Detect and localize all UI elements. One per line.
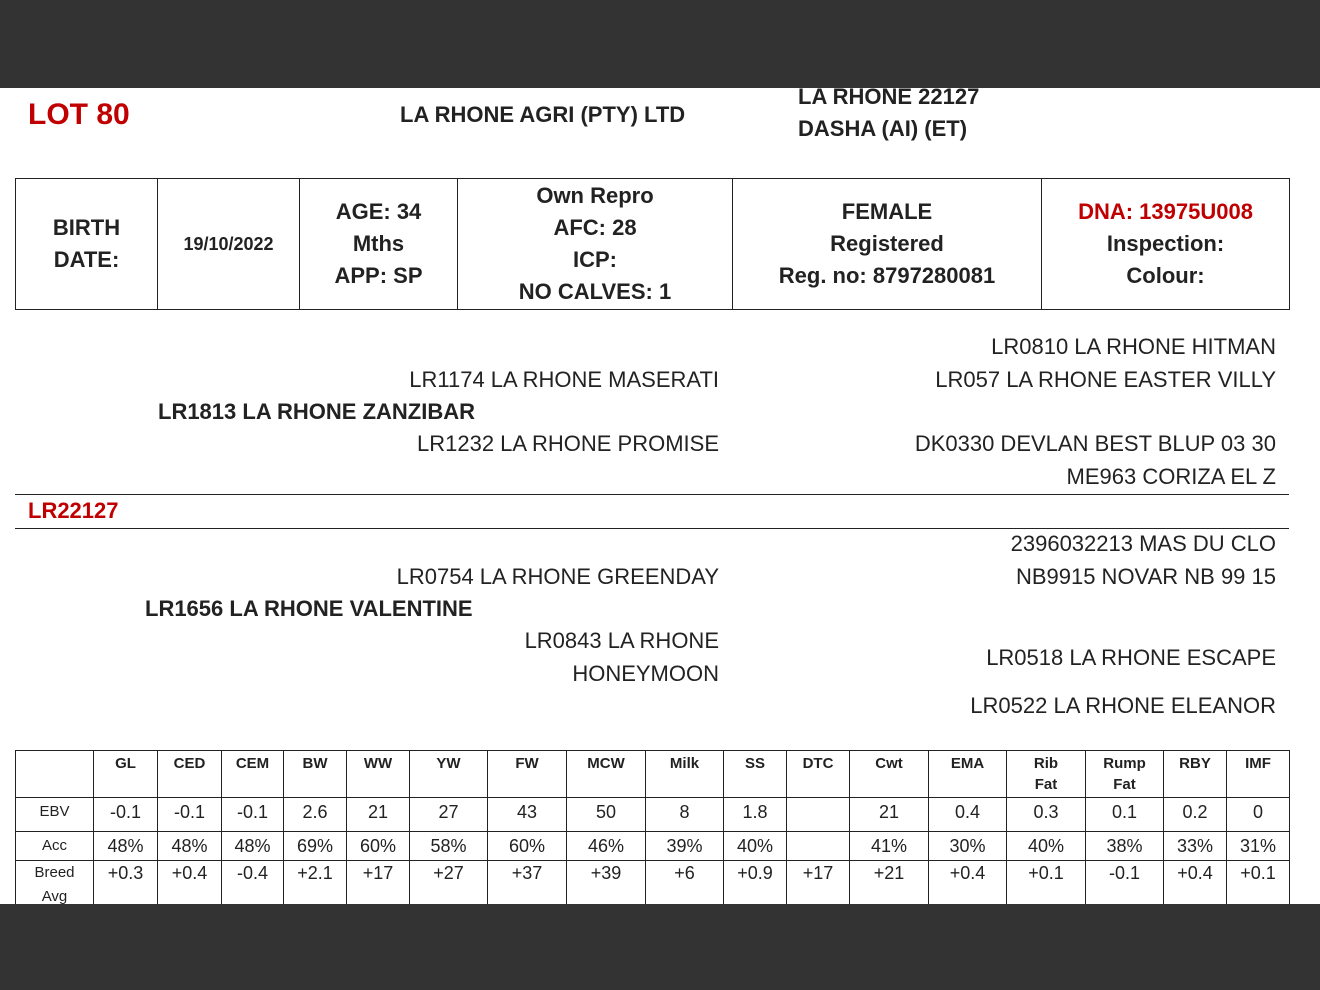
ebv-cell: +0.4 xyxy=(158,861,222,905)
ebv-cell: 30% xyxy=(929,832,1007,861)
ebv-column-header: YW xyxy=(410,751,488,798)
ebv-column-header: Rump Fat xyxy=(1086,751,1164,798)
ebv-cell: 46% xyxy=(567,832,646,861)
pedigree-dam-dam-sire: LR0518 LA RHONE ESCAPE xyxy=(986,645,1276,670)
ebv-cell: 50 xyxy=(567,798,646,832)
ebv-cell: +39 xyxy=(567,861,646,905)
ebv-column-header: WW xyxy=(347,751,410,798)
ebv-cell xyxy=(787,832,850,861)
ebv-cell: 2.6 xyxy=(284,798,347,832)
ebv-corner-cell xyxy=(16,751,94,798)
ebv-column-header: RBY xyxy=(1164,751,1227,798)
ebv-cell: -0.4 xyxy=(222,861,284,905)
ebv-cell: +37 xyxy=(488,861,567,905)
ebv-cell: -0.1 xyxy=(94,798,158,832)
pedigree-sire-sire-dam: LR057 LA RHONE EASTER VILLY xyxy=(935,367,1276,392)
ebv-cell: 27 xyxy=(410,798,488,832)
ebv-column-header: GL xyxy=(94,751,158,798)
animal-info-table xyxy=(15,178,1290,310)
ebv-cell: 0.2 xyxy=(1164,798,1227,832)
ebv-cell: 38% xyxy=(1086,832,1164,861)
breeder-name: LA RHONE AGRI (PTY) LTD xyxy=(400,102,686,127)
ebv-cell: 0.4 xyxy=(929,798,1007,832)
ebv-row-label: EBV xyxy=(16,798,94,832)
ebv-cell: 48% xyxy=(222,832,284,861)
ebv-column-header: BW xyxy=(284,751,347,798)
ebv-cell: 43 xyxy=(488,798,567,832)
ebv-column-header: DTC xyxy=(787,751,850,798)
ebv-cell: 48% xyxy=(158,832,222,861)
pedigree-dam-dam-dam: LR0522 LA RHONE ELEANOR xyxy=(970,693,1276,718)
ebv-cell: +21 xyxy=(850,861,929,905)
ebv-cell: 41% xyxy=(850,832,929,861)
ebv-column-header: EMA xyxy=(929,751,1007,798)
dna-number: DNA: 13975U008 xyxy=(1078,199,1253,224)
ebv-cell: +0.1 xyxy=(1007,861,1086,905)
ebv-cell: +0.4 xyxy=(929,861,1007,905)
ebv-cell: 48% xyxy=(94,832,158,861)
ebv-row xyxy=(16,798,1290,832)
ebv-column-header: Rib Fat xyxy=(1007,751,1086,798)
ebv-table-body xyxy=(16,751,1290,905)
ebv-cell: 58% xyxy=(410,832,488,861)
ebv-cell: +0.4 xyxy=(1164,861,1227,905)
ebv-cell: 0.1 xyxy=(1086,798,1164,832)
ebv-cell: 31% xyxy=(1227,832,1290,861)
ebv-cell: -0.1 xyxy=(158,798,222,832)
animal-name-line1: LA RHONE 22127 xyxy=(798,88,980,109)
birth-date-value: 19/10/2022 xyxy=(158,179,300,310)
pedigree-sire-dam-sire: DK0330 DEVLAN BEST BLUP 03 30 xyxy=(914,431,1276,456)
ebv-cell: 40% xyxy=(1007,832,1086,861)
ebv-cell: +17 xyxy=(347,861,410,905)
ebv-cell: 21 xyxy=(347,798,410,832)
age-cell: AGE: 34 Mths APP: SP xyxy=(300,179,458,310)
ebv-cell: +6 xyxy=(646,861,724,905)
ebv-cell: -0.1 xyxy=(222,798,284,832)
pedigree-sire-sire: LR1174 LA RHONE MASERATI xyxy=(409,367,719,392)
ebv-column-header: CED xyxy=(158,751,222,798)
ebv-table xyxy=(15,750,1290,904)
ebv-cell: 21 xyxy=(850,798,929,832)
ebv-column-header: IMF xyxy=(1227,751,1290,798)
ebv-cell: +0.1 xyxy=(1227,861,1290,905)
ebv-cell: +0.9 xyxy=(724,861,787,905)
ebv-row-label: Breed Avg xyxy=(16,861,94,905)
pedigree-sire: LR1813 LA RHONE ZANZIBAR xyxy=(158,399,475,424)
lot-number: LOT 80 xyxy=(28,98,130,131)
ebv-cell: 39% xyxy=(646,832,724,861)
registration-cell: FEMALE Registered Reg. no: 8797280081 xyxy=(733,179,1042,310)
ebv-row-label: Acc xyxy=(16,832,94,861)
ebv-column-header: CEM xyxy=(222,751,284,798)
pedigree-sire-dam-dam: ME963 CORIZA EL Z xyxy=(1066,464,1276,489)
animal-id: LR22127 xyxy=(28,498,119,523)
ebv-cell: 33% xyxy=(1164,832,1227,861)
ebv-cell: 1.8 xyxy=(724,798,787,832)
pedigree-dam-sire: LR0754 LA RHONE GREENDAY xyxy=(396,564,719,589)
ebv-column-header: Milk xyxy=(646,751,724,798)
ebv-header-row xyxy=(16,751,1290,798)
pedigree-dam-dam-line2: HONEYMOON xyxy=(572,661,719,686)
ebv-column-header: FW xyxy=(488,751,567,798)
ebv-column-header: SS xyxy=(724,751,787,798)
ebv-row xyxy=(16,861,1290,905)
pedigree-dam: LR1656 LA RHONE VALENTINE xyxy=(145,596,473,621)
pedigree-divider-top xyxy=(15,494,1289,495)
pedigree-sire-dam: LR1232 LA RHONE PROMISE xyxy=(416,431,719,456)
pedigree-dam-sire-sire: 2396032213 MAS DU CLO xyxy=(1010,531,1276,556)
pedigree-divider-bottom xyxy=(15,528,1289,529)
ebv-cell: 8 xyxy=(646,798,724,832)
dna-cell: DNA: 13975U008 Inspection: Colour: xyxy=(1042,179,1290,310)
ebv-cell: 0.3 xyxy=(1007,798,1086,832)
ebv-cell xyxy=(787,798,850,832)
ebv-cell: -0.1 xyxy=(1086,861,1164,905)
ebv-cell: 40% xyxy=(724,832,787,861)
ebv-cell: 69% xyxy=(284,832,347,861)
ebv-cell: +27 xyxy=(410,861,488,905)
repro-cell: Own Repro AFC: 28 ICP: NO CALVES: 1 xyxy=(458,179,733,310)
pedigree-dam-dam-line1: LR0843 LA RHONE xyxy=(524,628,719,653)
ebv-column-header: Cwt xyxy=(850,751,929,798)
pedigree-dam-sire-dam: NB9915 NOVAR NB 99 15 xyxy=(1015,564,1276,589)
lot-sheet xyxy=(0,88,1320,904)
ebv-cell: 60% xyxy=(347,832,410,861)
pedigree-sire-sire-sire: LR0810 LA RHONE HITMAN xyxy=(991,334,1276,359)
ebv-row xyxy=(16,832,1290,861)
animal-name-line2: DASHA (AI) (ET) xyxy=(798,116,968,141)
ebv-column-header: MCW xyxy=(567,751,646,798)
ebv-cell: 0 xyxy=(1227,798,1290,832)
ebv-cell: 60% xyxy=(488,832,567,861)
ebv-cell: +2.1 xyxy=(284,861,347,905)
birth-date-label: BIRTH DATE: xyxy=(16,179,158,310)
ebv-cell: +17 xyxy=(787,861,850,905)
ebv-cell: +0.3 xyxy=(94,861,158,905)
